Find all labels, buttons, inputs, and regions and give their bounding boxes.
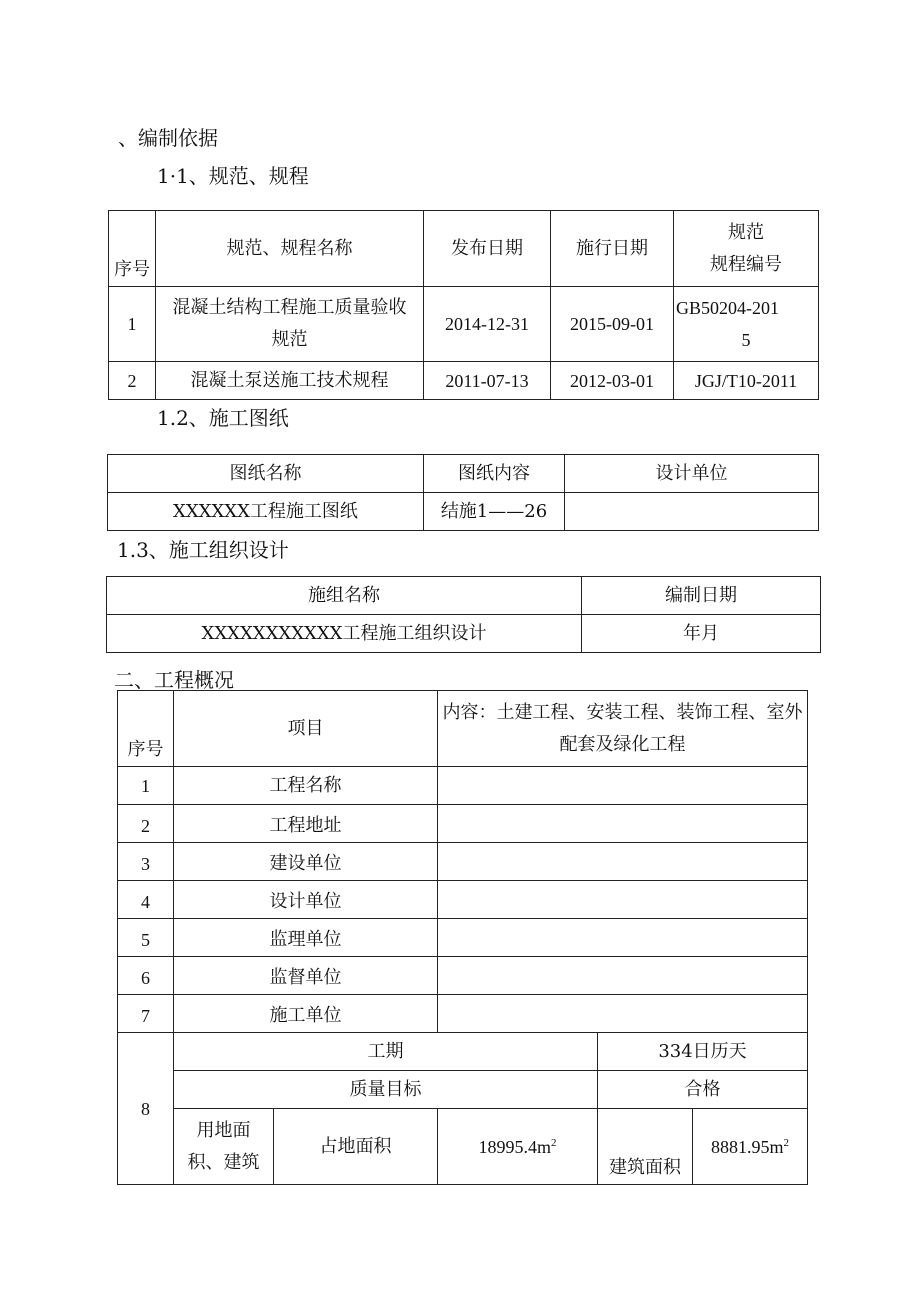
section-heading-basis: 、编制依据 <box>118 126 218 150</box>
table-row <box>107 615 821 653</box>
row-index: 8 <box>118 1033 174 1185</box>
row-item: 工程地址 <box>174 805 438 843</box>
row-value <box>438 881 808 919</box>
table-row <box>118 919 808 957</box>
header-effective-date: 施行日期 <box>551 211 674 287</box>
row-value <box>438 843 808 881</box>
row-standard-name-line1: 混凝土结构工程施工质量验收 <box>172 297 407 318</box>
table-row <box>118 843 808 881</box>
table-row <box>108 493 819 531</box>
row-publish-date: 2014-12-31 <box>424 287 551 362</box>
row-value <box>438 767 808 805</box>
header-index: 序号 <box>118 691 174 767</box>
table-row <box>118 995 808 1033</box>
quality-value: 合格 <box>598 1071 808 1109</box>
site-area-label: 占地面积 <box>274 1109 438 1185</box>
table-row <box>118 767 808 805</box>
building-area-number: 8881.95m <box>711 1136 784 1157</box>
row-item: 建设单位 <box>174 843 438 881</box>
table-row <box>118 1033 808 1071</box>
header-content-line1: 内容：土建工程、安装工程、装饰工程、室外 <box>442 701 803 723</box>
site-area-unit-exponent: 2 <box>551 1136 557 1149</box>
header-code-line1: 规范 <box>728 221 764 243</box>
building-area-value <box>693 1109 808 1185</box>
header-drawing-content: 图纸内容 <box>424 455 565 493</box>
row-item: 设计单位 <box>174 881 438 919</box>
row-item: 施工单位 <box>174 995 438 1033</box>
row-code-line2: 5 <box>741 330 751 350</box>
table-row <box>118 957 808 995</box>
period-label: 工期 <box>174 1033 598 1071</box>
row-index: 2 <box>109 362 156 400</box>
header-content <box>438 691 808 767</box>
header-org-name: 施组名称 <box>107 577 582 615</box>
header-standard-name: 规范、规程名称 <box>156 211 424 287</box>
row-item: 工程名称 <box>174 767 438 805</box>
drawings-table <box>107 454 819 531</box>
header-design-unit: 设计单位 <box>565 455 819 493</box>
row-code: JGJ/T10-2011 <box>674 362 819 400</box>
row-item: 监督单位 <box>174 957 438 995</box>
row-value <box>438 805 808 843</box>
row-standard-name <box>156 287 424 362</box>
drawing-content: 结施1——26 <box>424 493 565 531</box>
table-row <box>109 362 819 400</box>
design-unit <box>565 493 819 531</box>
row-index: 7 <box>118 995 174 1033</box>
row-index: 3 <box>118 843 174 881</box>
org-design-table <box>106 576 821 653</box>
land-area-label <box>174 1109 274 1185</box>
subheading-standards: 1·1、规范、规程 <box>157 164 309 188</box>
land-area-label-line1: 用地面 <box>196 1119 251 1141</box>
overview-table <box>117 690 808 1185</box>
site-area-number: 18995.4m <box>478 1136 551 1157</box>
row-standard-name: 混凝土泵送施工技术规程 <box>156 362 424 400</box>
compile-date: 年月 <box>582 615 821 653</box>
row-effective-date: 2015-09-01 <box>551 287 674 362</box>
period-value: 334日历天 <box>598 1033 808 1071</box>
header-index: 序号 <box>109 211 156 287</box>
header-content-line2: 配套及绿化工程 <box>559 733 686 755</box>
header-code <box>674 211 819 287</box>
subheading-construction-org: 1.3、施工组织设计 <box>117 538 289 562</box>
row-code-line1: GB50204-201 <box>676 298 779 318</box>
row-index: 4 <box>118 881 174 919</box>
table-row <box>118 881 808 919</box>
row-value <box>438 957 808 995</box>
row-publish-date: 2011-07-13 <box>424 362 551 400</box>
section-heading-overview: 二、工程概况 <box>114 668 234 692</box>
row-index: 1 <box>118 767 174 805</box>
table-row <box>118 1109 808 1185</box>
row-index: 1 <box>109 287 156 362</box>
row-effective-date: 2012-03-01 <box>551 362 674 400</box>
building-area-unit-exponent: 2 <box>783 1136 790 1149</box>
row-value <box>438 995 808 1033</box>
table-row <box>118 805 808 843</box>
header-item: 项目 <box>174 691 438 767</box>
building-area-label: 建筑面积 <box>598 1109 693 1185</box>
row-index: 5 <box>118 919 174 957</box>
row-item: 监理单位 <box>174 919 438 957</box>
row-value <box>438 919 808 957</box>
quality-label: 质量目标 <box>174 1071 598 1109</box>
header-drawing-name: 图纸名称 <box>108 455 424 493</box>
site-area-value <box>438 1109 598 1185</box>
table-row <box>118 1071 808 1109</box>
land-area-label-line2: 积、建筑 <box>187 1151 260 1173</box>
row-index: 2 <box>118 805 174 843</box>
header-compile-date: 编制日期 <box>582 577 821 615</box>
header-publish-date: 发布日期 <box>424 211 551 287</box>
row-index: 6 <box>118 957 174 995</box>
header-code-line2: 规程编号 <box>710 253 782 275</box>
table-row <box>109 287 819 362</box>
drawing-name: XXXXXX工程施工图纸 <box>108 493 424 531</box>
subheading-drawings: 1.2、施工图纸 <box>157 406 289 430</box>
org-name: XXXXXXXXXXX工程施工组织设计 <box>107 615 582 653</box>
row-standard-name-line2: 规范 <box>271 329 308 350</box>
row-code <box>674 287 819 362</box>
standards-table <box>108 210 819 400</box>
